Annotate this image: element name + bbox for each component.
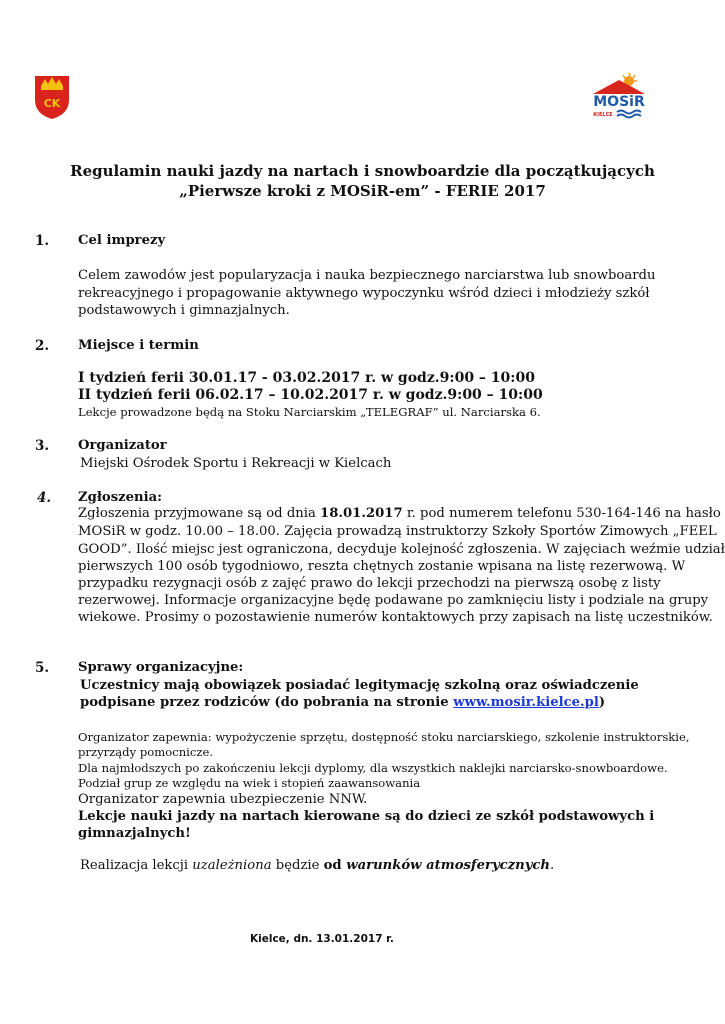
provides-line-3: Dla najmłodszych po zakończeniu lekcji dyplomy, dla wszystkich naklejki narciarsko-snowboardowe. bbox=[78, 761, 668, 775]
week-2-schedule: II tydzień ferii 06.02.17 – 10.02.2017 r. w godz.9:00 – 10:00 bbox=[78, 387, 543, 403]
week-1-schedule: I tydzień ferii 30.01.17 - 03.02.2017 r. w godz.9:00 – 10:00 bbox=[78, 370, 535, 386]
target-line-2: gimnazjalnych! bbox=[78, 826, 191, 841]
section-4-line-5: przypadku rezygnacji osób z zajęć prawo do lekcji przechodzi na pierwszą osobę z listy bbox=[78, 576, 661, 591]
section-4-line-4: pierwszych 100 osób tygodniowo, reszta chętnych zostanie wpisana na listę rezerwową. W bbox=[78, 559, 686, 574]
section-3-heading: Organizator bbox=[78, 438, 167, 453]
section-3-number: 3. bbox=[35, 438, 50, 454]
section-1-line-2: rekreacyjnego i propagowanie aktywnego wypoczynku wśród dzieci i młodzieży szkół bbox=[78, 286, 650, 301]
section-4-line-6: rezerwowej. Informacje organizacyjne będę podawane po zamknięciu listy i podziale na grupy bbox=[78, 593, 709, 608]
section-4-line-1: Zgłoszenia przyjmowane są od dnia 18.01.2017 r. pod numerem telefonu 530-164-146 na hasło bbox=[78, 506, 721, 521]
insurance-note: Organizator zapewnia ubezpieczenie NNW. bbox=[78, 792, 368, 807]
section-5-number: 5. bbox=[35, 660, 50, 676]
mosir-website-link[interactable]: www.mosir.kielce.pl bbox=[453, 695, 599, 710]
requirements-line-2: podpisane przez rodziców (do pobrania na stronie www.mosir.kielce.pl) bbox=[80, 695, 606, 710]
section-2-heading: Miejsce i termin bbox=[78, 338, 199, 353]
section-1-line-1: Celem zawodów jest popularyzacja i nauka bezpiecznego narciarstwa lub snowboardu bbox=[78, 268, 656, 283]
section-1-number: 1. bbox=[35, 233, 50, 249]
section-2-number: 2. bbox=[35, 338, 50, 354]
mosir-kielce-logo bbox=[589, 72, 651, 120]
title-line-2: „Pierwsze kroki z MOSiR-em” - FERIE 2017 bbox=[179, 182, 546, 200]
provides-line-4: Podział grup ze względu na wiek i stopień zaawansowania bbox=[78, 776, 421, 790]
kielce-crest-logo bbox=[33, 74, 71, 120]
section-4-line-7: wiekowe. Prosimy o pozostawienie numerów kontaktowych przy zapisach na listę uczestników. bbox=[78, 610, 713, 625]
section-1-heading: Cel imprezy bbox=[78, 233, 166, 248]
weather-note: Realizacja lekcji uzależniona będzie od warunków atmosferycznych. bbox=[80, 858, 555, 873]
organizer-name: Miejski Ośrodek Sportu i Rekreacji w Kielcach bbox=[80, 456, 392, 471]
title-line-1: Regulamin nauki jazdy na nartach i snowboardzie dla początkujących bbox=[70, 162, 655, 180]
section-4-heading: Zgłoszenia: bbox=[78, 490, 163, 505]
section-1-line-3: podstawowych i gimnazjalnych. bbox=[78, 303, 290, 318]
section-4-number: 4. bbox=[37, 490, 52, 506]
svg-text:CK: CK bbox=[43, 97, 61, 110]
target-line-1: Lekcje nauki jazdy na nartach kierowane są do dzieci ze szkół podstawowych i bbox=[78, 809, 655, 824]
section-5-heading: Sprawy organizacyjne: bbox=[78, 660, 244, 675]
provides-line-1: Organizator zapewnia: wypożyczenie sprzętu, dostępność stoku narciarskiego, szkolenie instruktorskie, bbox=[78, 730, 690, 744]
provides-line-2: przyrządy pomocnicze. bbox=[78, 745, 214, 759]
svg-text:MOSiR: MOSiR bbox=[593, 94, 645, 110]
footer-date: Kielce, dn. 13.01.2017 r. bbox=[250, 933, 394, 945]
section-4-line-3: GOOD”. Ilość miejsc jest ograniczona, decyduje kolejność zgłoszenia. W zajęciach weźmie udział bbox=[78, 542, 725, 557]
svg-text:KIELCE: KIELCE bbox=[593, 112, 613, 118]
section-4-line-2: MOSiR w godz. 10.00 – 18.00. Zajęcia prowadzą instruktorzy Szkoły Sportów Zimowych „FEEL bbox=[78, 524, 717, 539]
requirements-line-1: Uczestnicy mają obowiązek posiadać legitymację szkolną oraz oświadczenie bbox=[80, 678, 639, 693]
location-note: Lekcje prowadzone będą na Stoku Narciarskim „TELEGRAF” ul. Narciarska 6. bbox=[78, 405, 541, 419]
